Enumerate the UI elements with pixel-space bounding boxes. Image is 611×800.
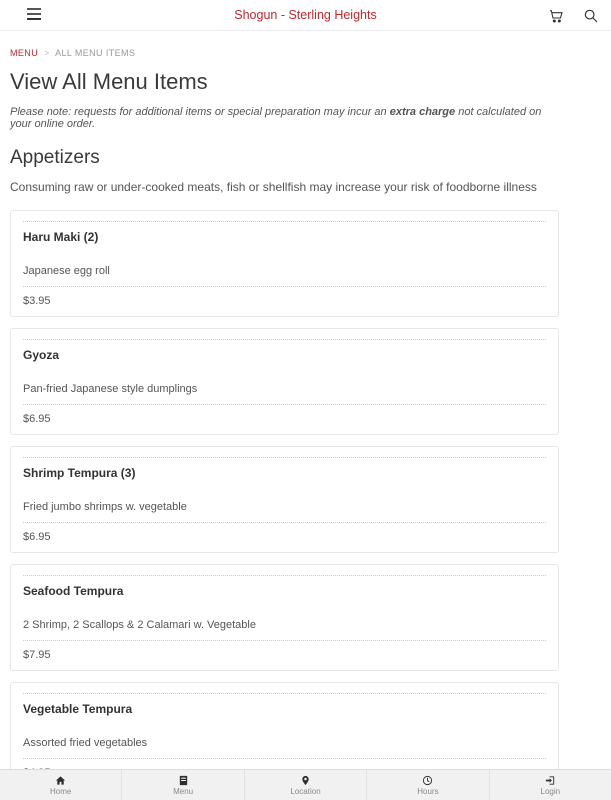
menu-item-price: $6.95 [23, 413, 51, 425]
location-pin-icon [300, 775, 311, 786]
page-note [10, 106, 559, 130]
card-top-divider [23, 575, 546, 576]
card-price-divider [23, 640, 546, 641]
menu-item-card[interactable] [10, 564, 559, 671]
card-price-divider [23, 522, 546, 523]
main-content [0, 48, 611, 800]
menu-item-description: Fried jumbo shrimps w. vegetable [23, 501, 187, 513]
menu-item-name: Haru Maki (2) [23, 230, 99, 244]
nav-item-menu[interactable] [121, 770, 243, 800]
nav-label: Menu [173, 786, 194, 796]
menu-item-price: $6.95 [23, 531, 51, 543]
menu-item-description: Assorted fried vegetables [23, 737, 148, 749]
card-price-divider [23, 286, 546, 287]
breadcrumb-separator: > [44, 48, 50, 58]
breadcrumb-menu-link[interactable]: MENU [10, 48, 39, 58]
card-price-divider [23, 758, 546, 759]
menu-item-description: 2 Shrimp, 2 Scallops & 2 Calamari w. Vegetable [23, 619, 256, 631]
menu-item-description: Japanese egg roll [23, 265, 110, 277]
menu-item-price: $7.95 [23, 649, 51, 661]
nav-label: Home [50, 786, 72, 796]
card-top-divider [23, 457, 546, 458]
nav-item-login[interactable] [489, 770, 611, 800]
card-top-divider [23, 693, 546, 694]
nav-item-hours[interactable] [366, 770, 488, 800]
menu-item-name: Shrimp Tempura (3) [23, 466, 136, 480]
login-icon [545, 775, 556, 786]
card-price-divider [23, 404, 546, 405]
page-title: View All Menu Items [10, 69, 208, 94]
nav-label: Hours [417, 786, 439, 796]
nav-label: Login [540, 786, 561, 796]
menu-item-description: Pan-fried Japanese style dumplings [23, 383, 198, 395]
menu-items-list [10, 210, 559, 789]
menu-item-name: Gyoza [23, 348, 60, 362]
menu-item-name: Vegetable Tempura [23, 702, 133, 716]
card-top-divider [23, 221, 546, 222]
clock-icon [422, 775, 433, 786]
cart-icon[interactable] [548, 8, 564, 24]
section-title-appetizers: Appetizers [10, 147, 100, 168]
menu-item-card[interactable] [10, 210, 559, 317]
menu-item-name: Seafood Tempura [23, 584, 124, 598]
card-top-divider [23, 339, 546, 340]
note-bold-extra-charge: extra charge [389, 106, 456, 118]
nav-label: Location [290, 786, 321, 796]
menu-item-card[interactable] [10, 328, 559, 435]
breadcrumb-current: ALL MENU ITEMS [55, 48, 136, 58]
restaurant-title: Shogun - Sterling Heights [234, 8, 377, 22]
bottom-navigation [0, 769, 611, 800]
menu-book-icon [178, 775, 189, 786]
menu-item-card[interactable] [10, 446, 559, 553]
nav-item-home[interactable] [0, 770, 121, 800]
menu-item-price: $3.95 [23, 295, 51, 307]
home-icon [55, 775, 66, 786]
note-suffix: not calculated on your online order. [10, 106, 542, 130]
note-prefix: Please note: requests for additional items or special preparation may incur an [10, 106, 390, 118]
nav-item-location[interactable] [244, 770, 366, 800]
section-disclaimer: Consuming raw or under-cooked meats, fish or shellfish may increase your risk of foodborne illness [10, 180, 537, 194]
breadcrumb [10, 48, 559, 58]
search-icon[interactable] [583, 8, 599, 24]
app-header [0, 0, 611, 31]
